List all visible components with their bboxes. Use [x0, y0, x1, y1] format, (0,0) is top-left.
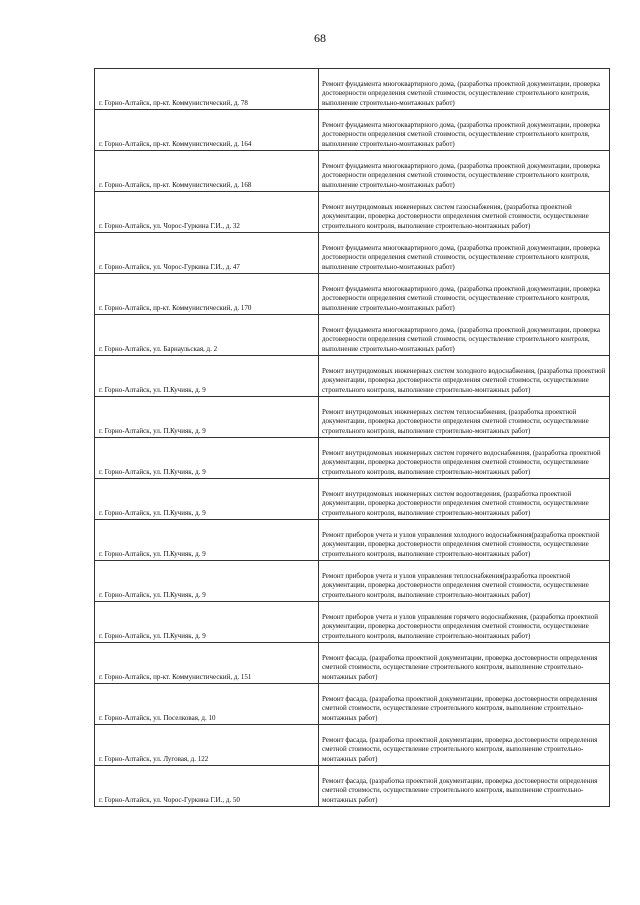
work-description-cell: Ремонт внутридомовых инженерных систем теплоснабжения, (разработка проектной документации, проверка достоверности определения сметной стоимости, осуществление строительного контроля, выполнение строительно-монтажных работ): [319, 397, 610, 438]
table-row: [95, 643, 610, 684]
table-row: [95, 315, 610, 356]
address-cell: г. Горно-Алтайск, ул. П.Кучияк, д. 9: [95, 520, 319, 561]
work-description-cell: Ремонт приборов учета и узлов управления горячего водоснабжения, (разработка проектной документации, проверка достоверности определения сметной стоимости, осуществление строительного контроля, выполнение строительно-монтажных работ): [319, 602, 610, 643]
address-cell: г. Горно-Алтайск, ул. Чорос-Гуркина Г.И., д. 50: [95, 766, 319, 807]
work-description-cell: Ремонт фундамента многоквартирного дома, (разработка проектной документации, проверка достоверности определения сметной стоимости, осуществление строительного контроля, выполнение строительно-монтажных работ): [319, 110, 610, 151]
work-description-cell: Ремонт внутридомовых инженерных систем газоснабжения, (разработка проектной документации, проверка достоверности определения сметной стоимости, осуществление строительного контроля, выполнение строительно-монтажных работ): [319, 192, 610, 233]
work-description-cell: Ремонт приборов учета и узлов управления холодного водоснабжения(разработка проектной документации, проверка достоверности определения сметной стоимости, осуществление строительного контроля, выполнение строительно-монтажных работ): [319, 520, 610, 561]
work-description-cell: Ремонт фундамента многоквартирного дома, (разработка проектной документации, проверка достоверности определения сметной стоимости, осуществление строительного контроля, выполнение строительно-монтажных работ): [319, 151, 610, 192]
table-row: [95, 602, 610, 643]
address-cell: г. Горно-Алтайск, пр-кт. Коммунистический, д. 170: [95, 274, 319, 315]
address-cell: г. Горно-Алтайск, пр-кт. Коммунистический, д. 151: [95, 643, 319, 684]
table-row: [95, 684, 610, 725]
address-cell: г. Горно-Алтайск, ул. П.Кучияк, д. 9: [95, 602, 319, 643]
address-cell: г. Горно-Алтайск, ул. Поселковая, д. 10: [95, 684, 319, 725]
address-cell: г. Горно-Алтайск, ул. Барнаульская, д. 2: [95, 315, 319, 356]
work-description-cell: Ремонт фундамента многоквартирного дома, (разработка проектной документации, проверка достоверности определения сметной стоимости, осуществление строительного контроля, выполнение строительно-монтажных работ): [319, 233, 610, 274]
work-description-cell: Ремонт фасада, (разработка проектной документации, проверка достоверности определения сметной стоимости, осуществление строительного контроля, выполнение строительно-монтажных работ): [319, 766, 610, 807]
table-row: [95, 274, 610, 315]
address-cell: г. Горно-Алтайск, ул. Луговая, д. 122: [95, 725, 319, 766]
table-row: [95, 725, 610, 766]
work-description-cell: Ремонт внутридомовых инженерных систем горячего водоснабжения, (разработка проектной документации, проверка достоверности определения сметной стоимости, осуществление строительного контроля, выполнение строительно-монтажных работ): [319, 438, 610, 479]
address-cell: г. Горно-Алтайск, ул. П.Кучияк, д. 9: [95, 561, 319, 602]
work-description-cell: Ремонт фасада, (разработка проектной документации, проверка достоверности определения сметной стоимости, осуществление строительного контроля, выполнение строительно-монтажных работ): [319, 725, 610, 766]
work-description-cell: Ремонт фасада, (разработка проектной документации, проверка достоверности определения сметной стоимости, осуществление строительного контроля, выполнение строительно-монтажных работ): [319, 643, 610, 684]
works-table: [94, 68, 610, 807]
work-description-cell: Ремонт фундамента многоквартирного дома, (разработка проектной документации, проверка достоверности определения сметной стоимости, осуществление строительного контроля, выполнение строительно-монтажных работ): [319, 69, 610, 110]
table-row: [95, 192, 610, 233]
page-number: 68: [314, 31, 326, 45]
table-row: [95, 233, 610, 274]
work-description-cell: Ремонт фасада, (разработка проектной документации, проверка достоверности определения сметной стоимости, осуществление строительного контроля, выполнение строительно-монтажных работ): [319, 684, 610, 725]
address-cell: г. Горно-Алтайск, пр-кт. Коммунистический, д. 168: [95, 151, 319, 192]
table-row: [95, 69, 610, 110]
work-description-cell: Ремонт фундамента многоквартирного дома, (разработка проектной документации, проверка достоверности определения сметной стоимости, осуществление строительного контроля, выполнение строительно-монтажных работ): [319, 274, 610, 315]
address-cell: г. Горно-Алтайск, ул. П.Кучияк, д. 9: [95, 479, 319, 520]
address-cell: г. Горно-Алтайск, ул. П.Кучияк, д. 9: [95, 438, 319, 479]
work-description-cell: Ремонт приборов учета и узлов управления теплоснабжения(разработка проектной документации, проверка достоверности определения сметной стоимости, осуществление строительного контроля, выполнение строительно-монтажных работ): [319, 561, 610, 602]
table-row: [95, 561, 610, 602]
address-cell: г. Горно-Алтайск, пр-кт. Коммунистический, д. 164: [95, 110, 319, 151]
address-cell: г. Горно-Алтайск, ул. П.Кучияк, д. 9: [95, 356, 319, 397]
address-cell: г. Горно-Алтайск, пр-кт. Коммунистический, д. 78: [95, 69, 319, 110]
address-cell: г. Горно-Алтайск, ул. Чорос-Гуркина Г.И., д. 32: [95, 192, 319, 233]
table-row: [95, 151, 610, 192]
work-description-cell: Ремонт фундамента многоквартирного дома, (разработка проектной документации, проверка достоверности определения сметной стоимости, осуществление строительного контроля, выполнение строительно-монтажных работ): [319, 315, 610, 356]
work-description-cell: Ремонт внутридомовых инженерных систем водоотведения, (разработка проектной документации, проверка достоверности определения сметной стоимости, осуществление строительного контроля, выполнение строительно-монтажных работ): [319, 479, 610, 520]
table-row: [95, 110, 610, 151]
table-row: [95, 356, 610, 397]
table-row: [95, 438, 610, 479]
work-description-cell: Ремонт внутридомовых инженерных систем холодного водоснабжения, (разработка проектной документации, проверка достоверности определения сметной стоимости, осуществление строительного контроля, выполнение строительно-монтажных работ): [319, 356, 610, 397]
table-row: [95, 766, 610, 807]
table-row: [95, 520, 610, 561]
table-row: [95, 397, 610, 438]
address-cell: г. Горно-Алтайск, ул. Чорос-Гуркина Г.И., д. 47: [95, 233, 319, 274]
address-cell: г. Горно-Алтайск, ул. П.Кучияк, д. 9: [95, 397, 319, 438]
table-row: [95, 479, 610, 520]
